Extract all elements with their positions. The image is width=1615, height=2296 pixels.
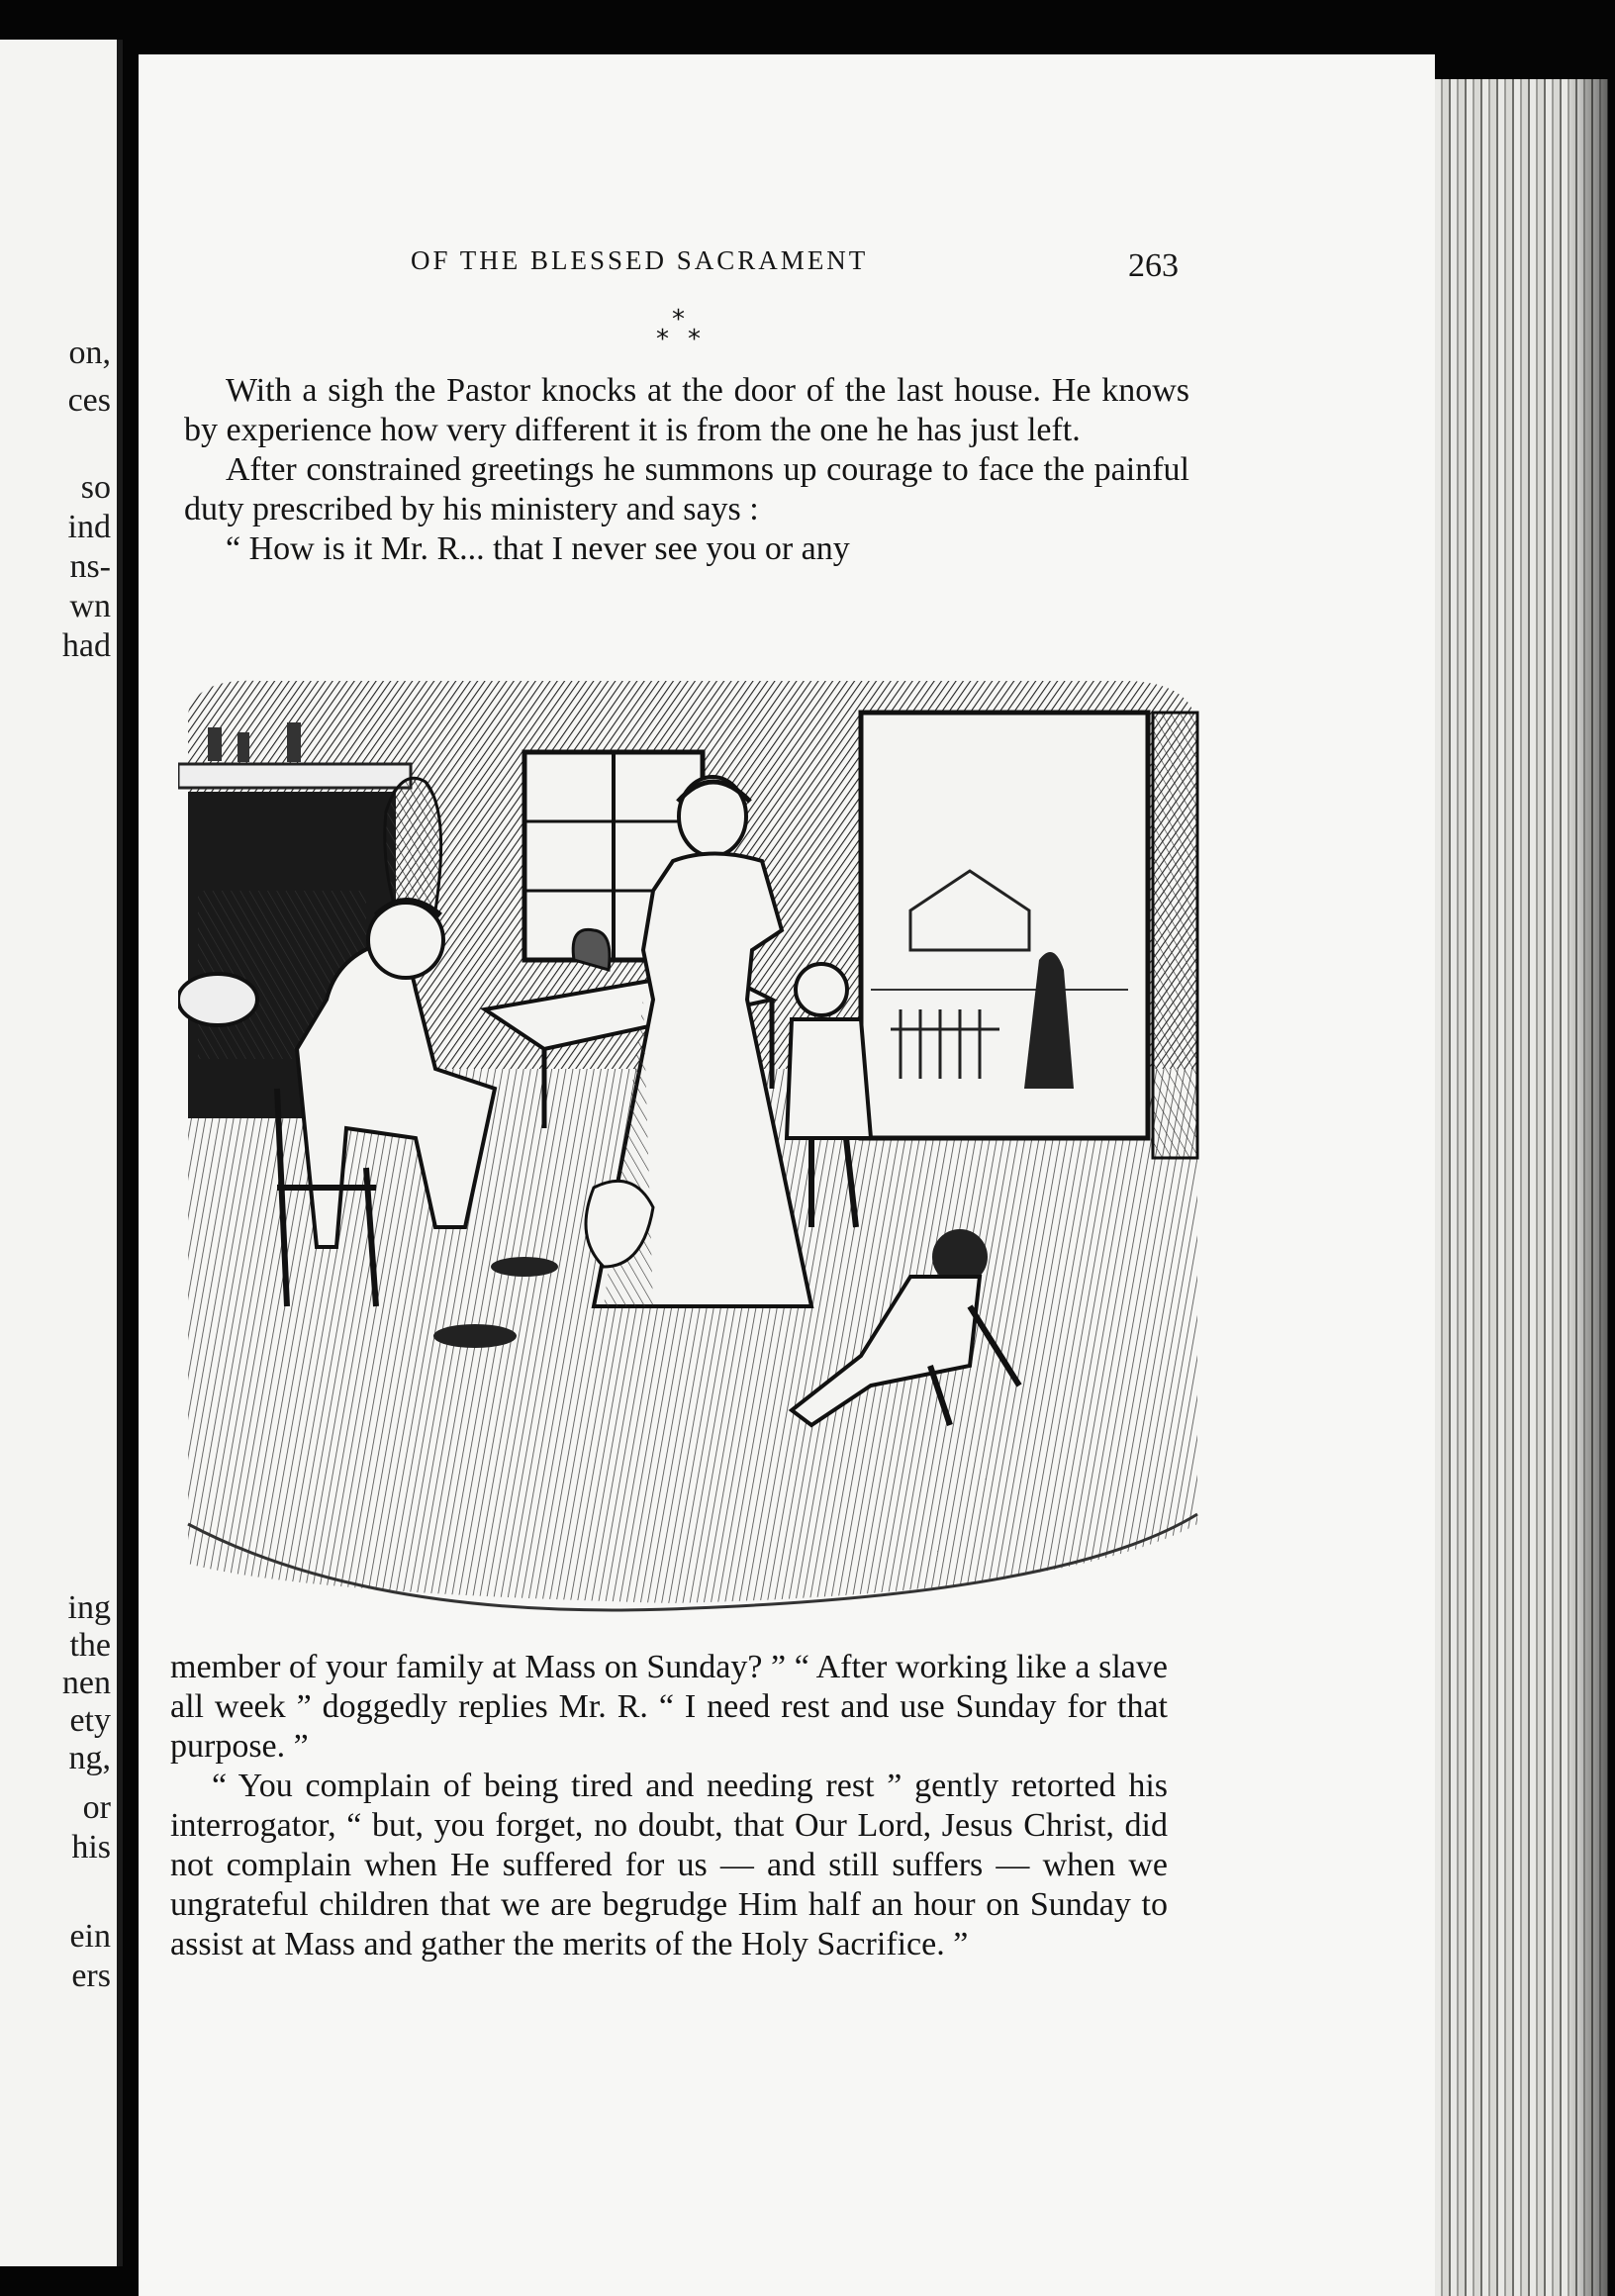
left-page-fragment: wn bbox=[69, 588, 111, 624]
engraving-illustration bbox=[178, 673, 1207, 1623]
left-page-fragment: ers bbox=[71, 1958, 111, 1994]
paragraph: With a sigh the Pastor knocks at the door of the last house. He knows by experience how very different it is from the one he has just left. bbox=[184, 372, 1189, 448]
paragraph: After constrained greetings he summons up courage to face the painful duty prescribed by his ministery and says : bbox=[184, 451, 1189, 527]
text-block-top bbox=[184, 371, 1189, 569]
left-page-fragment: ing bbox=[67, 1589, 111, 1626]
left-page-fragment: so bbox=[80, 469, 111, 506]
left-page-fragment: ns- bbox=[69, 548, 111, 585]
paragraph: “ You complain of being tired and needing rest ” gently retorted his interrogator, “ but, you forget, no doubt, that Our Lord, Jesus Christ, did not complain when He suffered for us — and still suffers — when we ungrateful children that we are begrudge Him half an hour on Sunday to assist at Mass and gather the merits of the Holy Sacrifice. ” bbox=[170, 1768, 1168, 1962]
running-head: OF THE BLESSED SACRAMENT bbox=[411, 245, 869, 275]
left-page-fragment: ety bbox=[69, 1702, 111, 1739]
left-page-sliver bbox=[0, 40, 123, 2266]
left-page-fragment: ind bbox=[67, 509, 111, 545]
text-block-bottom bbox=[170, 1648, 1168, 1964]
left-page-fragment: on, bbox=[68, 335, 111, 371]
page-number: 263 bbox=[1128, 247, 1179, 284]
left-page-fragment: or bbox=[82, 1789, 111, 1826]
paragraph: “ How is it Mr. R... that I never see you or any bbox=[226, 530, 850, 567]
left-page-fragment: ces bbox=[67, 382, 111, 419]
left-page-fragment: had bbox=[61, 627, 111, 664]
page-edges bbox=[1435, 79, 1608, 2296]
left-page-fragment: the bbox=[69, 1627, 111, 1664]
left-page-fragment: his bbox=[71, 1829, 111, 1866]
left-page-fragment: nen bbox=[61, 1665, 111, 1701]
section-break-asterism: * * * bbox=[656, 305, 701, 354]
left-page-fragment: ng, bbox=[68, 1740, 111, 1776]
left-page-fragment: ein bbox=[69, 1918, 111, 1955]
paragraph: member of your family at Mass on Sunday? ” “ After working like a slave all week ” doggedly replies Mr. R. “ I need rest and use Sunday for that purpose. ” bbox=[170, 1649, 1168, 1765]
